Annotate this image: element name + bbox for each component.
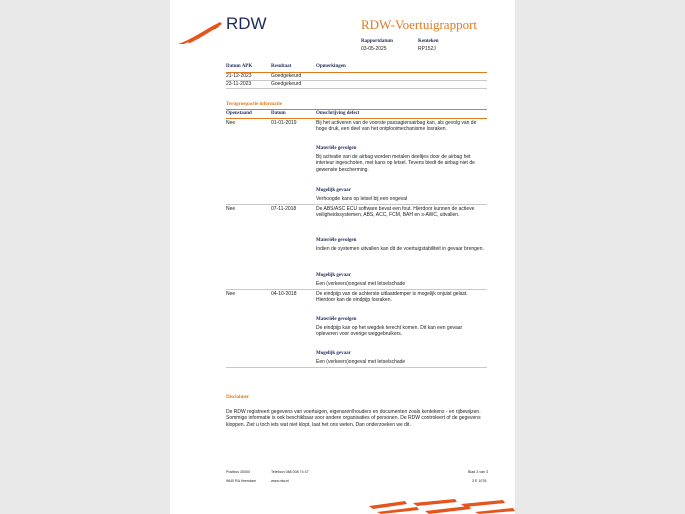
apk-row-result: Goedgekeurd — [271, 81, 302, 87]
recall-defect: De eindpijp van de achterste uitlaatdemper is mogelijk onjuist gelast. Hierdoor kan de eindpijp losraken. — [316, 291, 468, 304]
recall-risk-label: Materiële gevolgen — [316, 317, 357, 322]
recall-row-rule — [226, 289, 487, 290]
recall-danger: Verhoogde kans op letsel bij een ongeval — [316, 196, 408, 202]
footer-city: 9640 RA Veendam — [226, 479, 256, 483]
footer-phone: Telefoon 088 008 74 47 — [271, 470, 309, 474]
recall-danger: Een (verkeers)ongeval met letselschade — [316, 359, 406, 365]
recall-risk-label: Materiële gevolgen — [316, 238, 357, 243]
apk-row-date: 23-11-2023 — [226, 81, 252, 87]
recall-danger-label: Mogelijk gevaar — [316, 273, 351, 278]
apk-row-result: Goedgekeurd — [271, 73, 302, 79]
recall-row-rule — [226, 367, 487, 368]
recall-defect: De ABS/ASC ECU software bevat een fout. Hierdoor kunnen de actieve veiligheidssystemen, ABS, ACC, FCM, BAH en s-AWC, uitvallen. — [316, 206, 475, 219]
report-page — [170, 0, 515, 514]
recall-open: Nee — [226, 206, 236, 212]
apk-row-rule — [226, 80, 487, 81]
recall-danger: Een (verkeers)ongeval met letselschade — [316, 281, 406, 287]
recall-danger-label: Mogelijk gevaar — [316, 351, 351, 356]
plate-value: RP152J — [418, 46, 436, 52]
recall-open: Nee — [226, 291, 236, 297]
disclaimer-title: Disclaimer — [226, 395, 250, 400]
recall-section-rule — [226, 109, 487, 110]
recall-risk-label: Materiële gevolgen — [316, 146, 357, 151]
recall-defect: Bij het activeren van de voorste passagiersairbag kan, als gevolg van de hoge druk, een deel van het ontplooimechanisme losraken. — [316, 120, 477, 133]
recall-header-rule — [226, 118, 487, 119]
recall-date: 04-10-2018 — [271, 291, 297, 297]
apk-header-result: Resultaat — [271, 64, 292, 69]
footer-web[interactable]: www.rdw.nl — [271, 479, 289, 483]
apk-header-rule — [226, 72, 487, 73]
recall-risk: Indien de systemen uitvallen kan dit de voertuigstabiliteit in gevaar brengen. — [316, 246, 484, 252]
apk-row-date: 21-12-2023 — [226, 73, 252, 79]
recall-header-defect: Omschrijving defect — [316, 111, 360, 116]
decorative-stripes-icon — [365, 498, 515, 514]
footer-postbus: Postbus 30000 — [226, 470, 250, 474]
recall-danger-label: Mogelijk gevaar — [316, 188, 351, 193]
report-date-value: 03-05-2025 — [361, 46, 387, 52]
apk-header-remarks: Opmerkingen — [316, 64, 346, 69]
plate-label: Kenteken — [418, 39, 439, 44]
footer-doc-code: 3 E 1078 — [472, 479, 487, 483]
rdw-logo-icon — [176, 18, 224, 46]
recall-date: 07-11-2018 — [271, 206, 297, 212]
disclaimer-text: De RDW registreert gegevens van voertuigen, eigenaren/houders en documenten zoals kentekens - en rijbewijzen. Sommige informatie is ook beschikbaar voor andere organisaties of personen. De RDW controleert of de gegevens kloppen. Ziet u toch iets wat niet klopt, laat het ons weten. Dan onderzoeken we dit. — [226, 409, 481, 428]
recall-open: Nee — [226, 120, 236, 126]
recall-header-date: Datum — [271, 111, 286, 116]
footer-page-number: Blad 3 van 3 — [468, 470, 488, 474]
report-date-label: Rapportdatum — [361, 39, 393, 44]
apk-row-rule — [226, 88, 487, 89]
recall-header-open: Openstaand — [226, 111, 252, 116]
recall-date: 01-01-2019 — [271, 120, 297, 126]
recall-section-title: Terugroepactie informatie — [226, 102, 282, 107]
recall-risk: Bij activatie van de airbag worden metalen deeltjes door de airbag het interieur ingeschoten, met kans op letsel. Tevens biedt de airbag niet de gewenste bescherming. — [316, 154, 475, 173]
brand-name: RDW — [226, 14, 267, 33]
report-title: RDW-Voertuigrapport — [361, 17, 478, 32]
apk-header-date: Datum APK — [226, 64, 253, 69]
recall-risk: De eindpijp kan op het wegdek terecht komen. Dit kan een gevaar opleveren voor overige weggebruikers. — [316, 325, 463, 338]
recall-row-rule — [226, 204, 487, 205]
